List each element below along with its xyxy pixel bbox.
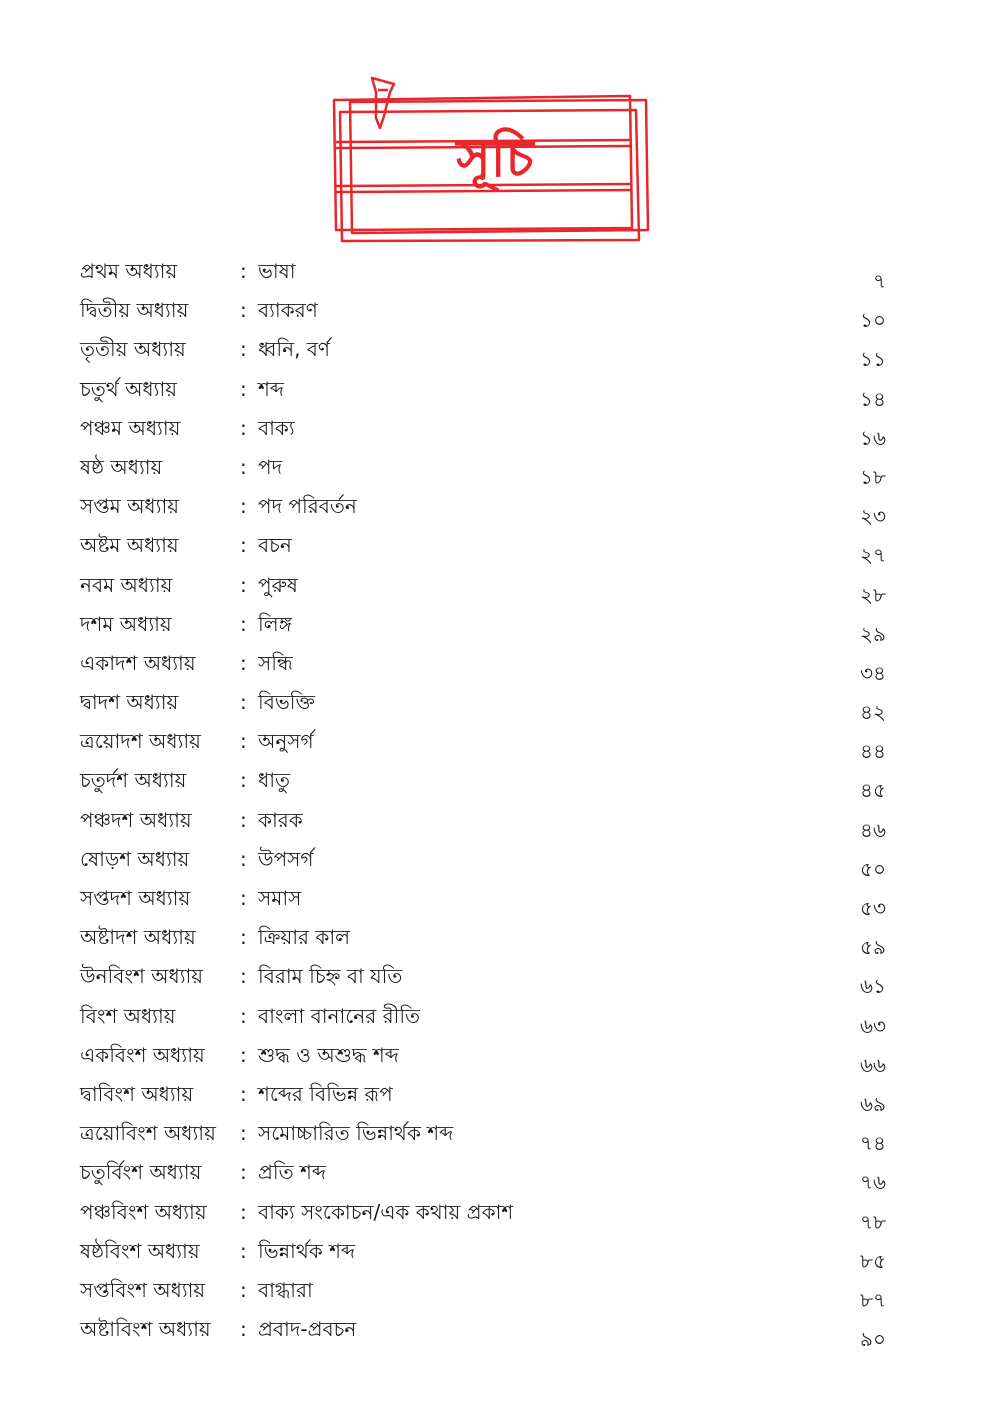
toc-separator: : <box>240 886 247 910</box>
toc-chapter-label: দ্বাদশ অধ্যায় <box>80 690 179 715</box>
toc-page-number: ৬১ <box>860 974 886 999</box>
toc-chapter-label: চতুর্দশ অধ্যায় <box>80 768 187 793</box>
toc-chapter-label: ষষ্ঠবিংশ অধ্যায় <box>80 1238 200 1263</box>
toc-page-number: ৫৩ <box>860 896 886 920</box>
toc-row <box>80 1199 900 1238</box>
toc-separator: : <box>240 925 247 950</box>
toc-row <box>80 846 900 885</box>
toc-separator: : <box>240 846 247 871</box>
toc-chapter-title: ভাষা <box>258 259 296 283</box>
toc-chapter-label: অষ্টাবিংশ অধ্যায় <box>80 1317 211 1342</box>
toc-page-number: ১৪ <box>860 386 886 411</box>
toc-chapter-title: বাক্য সংকোচন/এক কথায় প্রকাশ <box>258 1199 514 1224</box>
toc-chapter-title: কারক <box>258 807 303 832</box>
toc-separator: : <box>240 454 247 479</box>
toc-page-number: ১০ <box>860 308 886 333</box>
toc-separator: : <box>240 807 247 832</box>
toc-chapter-title: ধাতু <box>258 768 291 793</box>
toc-row <box>80 650 900 689</box>
toc-page-number: ১৬ <box>860 425 886 450</box>
toc-separator: : <box>240 1160 247 1185</box>
toc-chapter-title: শব্দ <box>258 376 284 401</box>
toc-row <box>80 807 900 846</box>
toc-page-number: ১১ <box>860 347 886 372</box>
toc-chapter-title: ব্যাকরণ <box>258 298 318 323</box>
toc-chapter-label: সপ্তদশ অধ্যায় <box>80 886 191 910</box>
toc-separator: : <box>240 1042 247 1067</box>
toc-chapter-title: সন্ধি <box>258 650 293 675</box>
toc-row <box>80 728 900 767</box>
toc-chapter-title: শব্দের বিভিন্ন রূপ <box>258 1081 393 1106</box>
toc-page-number: ২৯ <box>860 621 886 646</box>
toc-row <box>80 376 900 415</box>
toc-row <box>80 1081 900 1120</box>
toc-row <box>80 689 900 728</box>
toc-chapter-label: ত্রয়োদশ অধ্যায় <box>80 729 201 754</box>
toc-chapter-label: উনবিংশ অধ্যায় <box>80 964 204 989</box>
toc-separator: : <box>240 533 247 558</box>
toc-chapter-title: পদ পরিবর্তন <box>258 494 357 519</box>
toc-row <box>80 258 900 297</box>
toc-chapter-label: একাদশ অধ্যায় <box>80 650 196 675</box>
toc-page-number: ৭৪ <box>860 1131 886 1156</box>
toc-page-number: ২৮ <box>860 582 886 607</box>
toc-row <box>80 1238 900 1277</box>
toc-separator: : <box>240 1003 247 1028</box>
toc-chapter-title: পদ <box>258 454 283 479</box>
toc-chapter-label: সপ্তম অধ্যায় <box>80 494 180 519</box>
toc-separator: : <box>240 572 247 597</box>
toc-row <box>80 1042 900 1081</box>
toc-chapter-label: সপ্তবিংশ অধ্যায় <box>80 1277 206 1302</box>
toc-chapter-label: বিংশ অধ্যায় <box>80 1003 176 1028</box>
toc-separator: : <box>240 337 247 362</box>
toc-row <box>80 1277 900 1316</box>
toc-row <box>80 611 900 650</box>
toc-chapter-title: পুরুষ <box>258 572 298 597</box>
toc-separator: : <box>240 611 247 636</box>
toc-row <box>80 1316 900 1355</box>
toc-page-number: ৪৫ <box>860 778 886 803</box>
toc-chapter-label: দ্বিতীয় অধ্যায় <box>80 298 189 323</box>
toc-row <box>80 572 900 611</box>
toc-page-number: ৭৬ <box>859 1170 886 1195</box>
toc-chapter-title: প্রবাদ-প্রবচন <box>258 1317 357 1342</box>
toc-separator: : <box>240 298 247 323</box>
toc-separator: : <box>240 729 247 754</box>
toc-chapter-label: অষ্টাদশ অধ্যায় <box>80 925 196 950</box>
toc-row <box>80 1003 900 1042</box>
toc-separator: : <box>240 259 247 283</box>
toc-page-number: ৫০ <box>860 856 886 881</box>
toc-page-number: ৪৬ <box>860 817 886 842</box>
toc-chapter-label: চতুর্বিংশ অধ্যায় <box>80 1160 202 1185</box>
toc-separator: : <box>240 690 247 715</box>
toc-page-number: ৯০ <box>860 1327 886 1352</box>
toc-chapter-title: ক্রিয়ার কাল <box>258 925 351 950</box>
toc-row <box>80 336 900 375</box>
toc-separator: : <box>240 964 247 989</box>
toc-page-number: ৫৯ <box>860 935 886 960</box>
toc-page-number: ২৭ <box>859 543 886 568</box>
toc-chapter-title: বচন <box>258 533 292 558</box>
toc-separator: : <box>240 1199 247 1224</box>
toc-chapter-label: প্রথম অধ্যায় <box>80 259 178 283</box>
toc-chapter-label: ষষ্ঠ অধ্যায় <box>80 454 163 479</box>
toc-page-number: ৪৪ <box>860 739 886 764</box>
toc-separator: : <box>240 768 247 793</box>
toc-chapter-label: অষ্টম অধ্যায় <box>80 533 179 558</box>
toc-row <box>80 532 900 571</box>
toc-chapter-label: দশম অধ্যায় <box>80 611 172 636</box>
toc-chapter-title: শুদ্ধ ও অশুদ্ধ শব্দ <box>258 1042 399 1067</box>
toc-separator: : <box>240 1238 247 1263</box>
toc-page-number: ২৩ <box>859 504 886 529</box>
toc-row <box>80 454 900 493</box>
toc-chapter-title: অনুসর্গ <box>258 729 314 754</box>
toc-chapter-title: বিরাম চিহ্ন বা যতি <box>258 964 403 989</box>
toc-page-number: ৮৭ <box>860 1287 886 1312</box>
toc-chapter-label: চতুর্থ অধ্যায় <box>80 376 178 401</box>
toc-page-number: ৮৫ <box>860 1248 886 1273</box>
toc-chapter-title: বাগ্ধারা <box>258 1277 313 1302</box>
page-title: সূচি <box>456 129 534 189</box>
toc-separator: : <box>240 494 247 519</box>
toc-chapter-title: ভিন্নার্থক শব্দ <box>258 1238 356 1263</box>
toc-chapter-title: ধ্বনি, বর্ণ <box>258 337 331 362</box>
toc-page-number: ৭৮ <box>860 1209 886 1234</box>
toc-separator: : <box>240 1317 247 1342</box>
toc-separator: : <box>240 376 247 401</box>
toc-row <box>80 767 900 806</box>
toc-chapter-label: একবিংশ অধ্যায় <box>80 1042 205 1067</box>
toc-chapter-label: পঞ্চবিংশ অধ্যায় <box>80 1199 207 1224</box>
toc-chapter-label: ষোড়শ অধ্যায় <box>80 846 190 871</box>
toc-page-number: ৬৩ <box>859 1013 886 1038</box>
toc-chapter-label: দ্বাবিংশ অধ্যায় <box>80 1081 194 1106</box>
toc-separator: : <box>240 650 247 675</box>
toc-page-number: ৩৪ <box>860 660 886 685</box>
toc-page-number: ১৮ <box>860 464 886 489</box>
toc-chapter-label: পঞ্চদশ অধ্যায় <box>80 807 192 832</box>
toc-row <box>80 963 900 1002</box>
toc-chapter-title: বাংলা বানানের রীতি <box>258 1003 421 1028</box>
toc-chapter-title: সমাস <box>258 886 302 910</box>
toc-row <box>80 1120 900 1159</box>
toc-chapter-title: বিভক্তি <box>258 690 315 715</box>
toc-page-number: ৭ <box>872 269 886 293</box>
toc-chapter-title: উপসর্গ <box>258 846 314 871</box>
table-of-contents <box>80 258 900 1355</box>
toc-row <box>80 493 900 532</box>
toc-row <box>80 924 900 963</box>
toc-page-number: ৬৯ <box>860 1091 886 1116</box>
toc-separator: : <box>240 415 247 440</box>
toc-row <box>80 415 900 454</box>
toc-page-number: ৬৬ <box>859 1052 886 1077</box>
toc-row <box>80 885 900 924</box>
toc-chapter-title: প্রতি শব্দ <box>258 1160 326 1185</box>
toc-chapter-label: পঞ্চম অধ্যায় <box>80 415 181 440</box>
toc-row <box>80 297 900 336</box>
toc-chapter-label: ত্রয়োবিংশ অধ্যায় <box>80 1121 216 1146</box>
toc-chapter-label: তৃতীয় অধ্যায় <box>80 337 186 362</box>
toc-chapter-title: সমোচ্চারিত ভিন্নার্থক শব্দ <box>258 1121 454 1146</box>
toc-chapter-label: নবম অধ্যায় <box>80 572 173 597</box>
toc-row <box>80 1159 900 1198</box>
toc-chapter-title: লিঙ্গ <box>258 611 292 636</box>
toc-separator: : <box>240 1121 247 1146</box>
toc-page-number: ৪২ <box>860 700 886 725</box>
toc-separator: : <box>240 1081 247 1106</box>
toc-separator: : <box>240 1277 247 1302</box>
toc-chapter-title: বাক্য <box>258 415 295 440</box>
